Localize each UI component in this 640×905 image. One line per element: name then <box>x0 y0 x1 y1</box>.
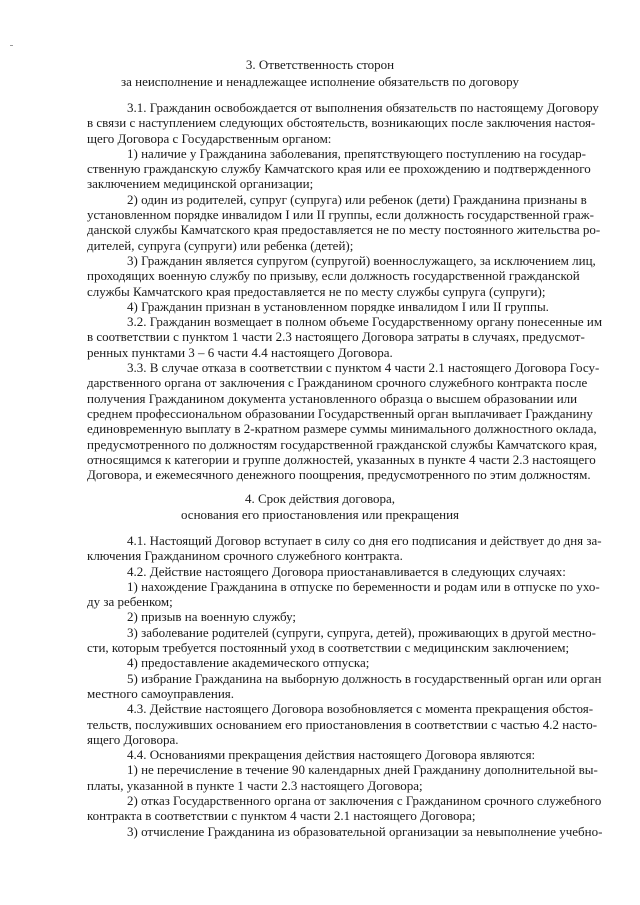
section-4-body <box>87 533 602 839</box>
text-line: 3) Гражданин является супругом (супругой) военнослужащего, за исключением лиц, <box>127 252 596 268</box>
text-line: 5) избрание Гражданина на выборную должность в государственный орган или орган <box>127 670 602 686</box>
text-line: 4.1. Настоящий Договор вступает в силу со дня его подписания и действует до дня за- <box>127 533 602 548</box>
text-line: данской службы Камчатского края предоставляется не по месту постоянного жительства ро- <box>87 222 601 238</box>
text-line: ящего Договора. <box>87 731 179 747</box>
text-line: установленном порядке инвалидом I или II группы, если должность государственной граж- <box>87 207 594 223</box>
text-line: тельств, послуживших основанием его приостановления в соответствии с частью 4.2 насто- <box>87 716 598 732</box>
text-line: 4) Гражданин признан в установленном порядке инвалидом I или II группы. <box>127 298 549 314</box>
text-line: сти, которым требуется постоянный уход в соответствии с медицинским заключением; <box>87 640 570 656</box>
text-line: Договора, и ежемесячного денежного поощрения, предусмотренного по этим должностям. <box>87 467 591 483</box>
text-line: платы, указанной в пункте 1 части 2.3 настоящего Договора; <box>87 777 423 793</box>
section-3-body <box>87 100 602 482</box>
text-line: 4) предоставление академического отпуска; <box>127 655 370 671</box>
text-line: дарственного органа от заключения с Гражданином срочного служебного контракта после <box>87 375 588 391</box>
text-line: контракта в соответствии с пунктом 4 части 2.1 настоящего Договора; <box>87 808 476 824</box>
text-line: ственную гражданскую службу Камчатского края или ее прохождению и подтвержденного <box>87 161 591 177</box>
text-line: 3) отчисление Гражданина из образовательной организации за невыполнение учебно- <box>127 823 603 839</box>
text-line: в связи с наступлением следующих обстоятельств, возникающих после заключения настоя- <box>87 115 596 131</box>
text-line: 1) не перечисление в течение 90 календарных дней Гражданину дополнительной вы- <box>127 762 598 778</box>
text-line: 2) призыв на военную службу; <box>127 609 297 625</box>
section-3-title: 3. Ответственность сторон <box>245 57 395 72</box>
text-line: 2) отказ Государственного органа от заключения с Гражданином срочного служебного <box>127 793 602 809</box>
text-line: 2) один из родителей, супруг (супруга) или ребенок (дети) Гражданина признаны в <box>127 191 587 207</box>
section-3-subtitle: за неисполнение и ненадлежащее исполнение обязательств по договору <box>120 74 520 89</box>
text-line: 3.3. В случае отказа в соответствии с пунктом 4 части 2.1 настоящего Договора Госу- <box>127 360 600 376</box>
text-line: службы Камчатского края предоставляется не по месту службы супруга (супруги); <box>87 283 546 299</box>
text-line: предусмотренного по должностям государственной гражданской службы Камчатского края, <box>87 436 598 452</box>
text-line: 3.2. Гражданин возмещает в полном объеме Государственному органу понесенные им <box>127 314 603 330</box>
text-line: 4.4. Основаниями прекращения действия настоящего Договора являются: <box>127 747 536 763</box>
text-line: ренных пунктами 3 – 6 части 4.4 настоящего Договора. <box>87 344 393 360</box>
text-line: заключением медицинской организации; <box>87 176 314 192</box>
section-4-subtitle: основания его приостановления или прекращения <box>180 507 460 522</box>
text-line: получения Гражданином документа установленного образца о высшем образовании или <box>87 390 578 406</box>
text-line: дителей, супруга (супруги) или ребенка (детей); <box>87 237 354 253</box>
text-line: ду за ребенком; <box>87 594 173 610</box>
text-line: 4.3. Действие настоящего Договора возобновляется с момента прекращения обстоя- <box>127 701 594 717</box>
text-line: 3.1. Гражданин освобождается от выполнения обязательств по настоящему Договору <box>127 100 599 115</box>
scan-speck <box>10 45 13 46</box>
text-line: в соответствии с пунктом 1 части 2.3 настоящего Договора затраты в случаях, предусмот- <box>87 329 585 345</box>
text-line: единовременную выплату в 2-кратном размере суммы минимального должностного оклада, <box>87 421 597 437</box>
text-line: местного самоуправления. <box>87 685 235 701</box>
text-line: относящимся к категории и группе должностей, указанных в пункте 4 части 2.3 настоящего <box>87 451 596 467</box>
section-4-title: 4. Срок действия договора, <box>244 491 396 506</box>
text-line: 1) нахождение Гражданина в отпуске по беременности и родам или в отпуске по ухо- <box>127 578 600 594</box>
text-line: среднем профессиональном образовании Государственный орган выплачивает Гражданину <box>87 405 593 421</box>
text-line: проходящих военную службу по призыву, если должность государственной гражданской <box>87 268 580 284</box>
text-line: 4.2. Действие настоящего Договора приостанавливается в следующих случаях: <box>127 563 566 579</box>
text-line: 3) заболевание родителей (супруги, супруга, детей), проживающих в другой местно- <box>127 624 596 640</box>
text-line: ключения Гражданином срочного служебного контракта. <box>87 548 403 564</box>
text-line: щего Договора с Государственным органом: <box>87 130 332 146</box>
text-line: 1) наличие у Гражданина заболевания, препятствующего поступлению на государ- <box>127 145 586 161</box>
